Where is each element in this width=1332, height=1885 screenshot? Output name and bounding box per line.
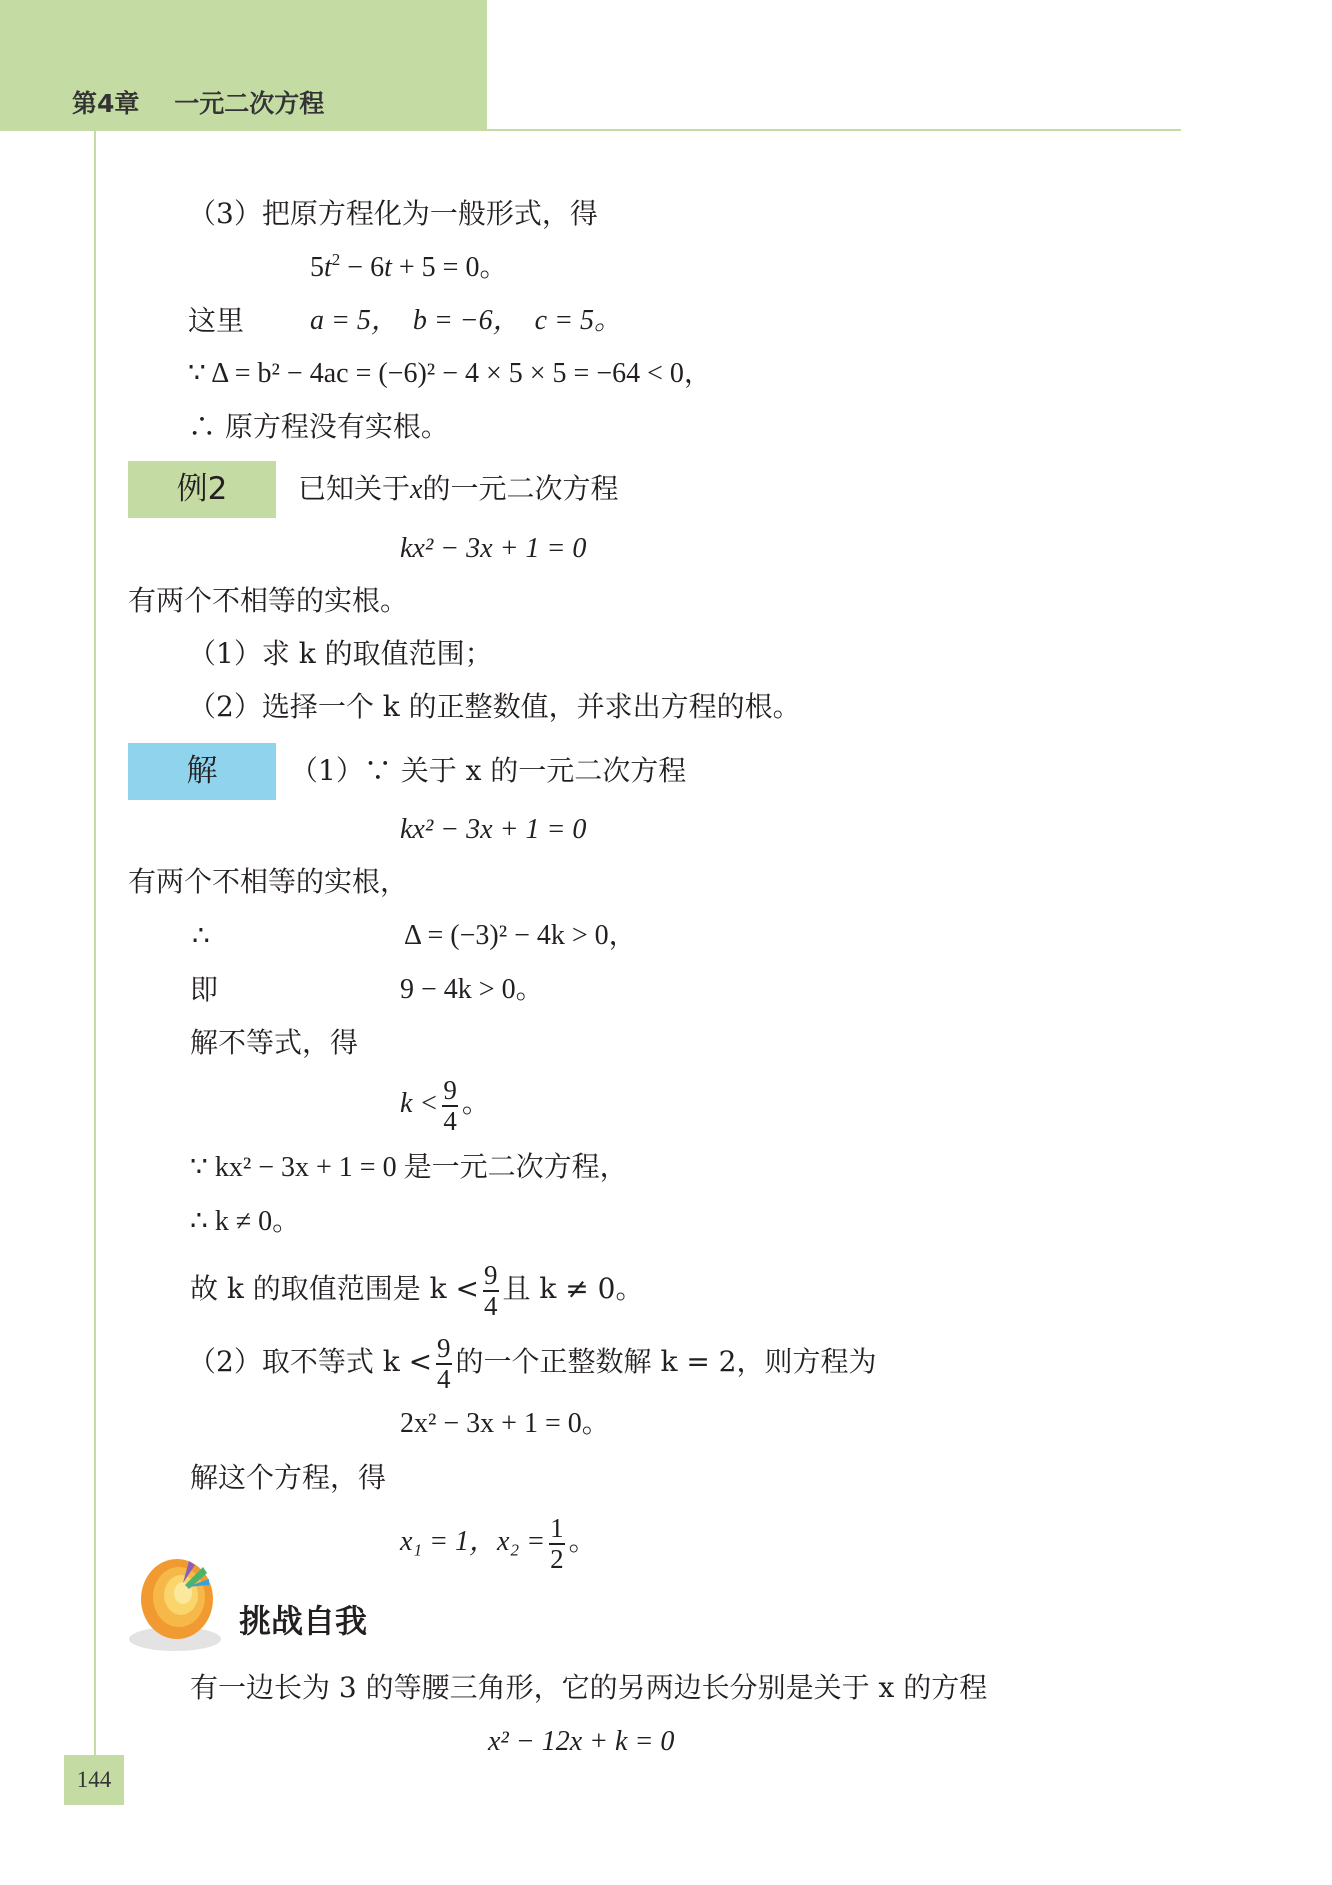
header-rule	[487, 129, 1181, 131]
page-number: 144	[64, 1755, 124, 1805]
part3-here-label: 这里	[188, 304, 245, 337]
solution-continuation: 有两个不相等的实根，	[128, 865, 409, 898]
solve-inequality-label: 解不等式，得	[190, 1026, 359, 1059]
solution-equation: kx² − 3x + 1 = 0	[400, 814, 587, 845]
therefore-symbol: ∴	[192, 919, 210, 952]
k-nonzero: ∴ k ≠ 0。	[190, 1206, 301, 1237]
part2-statement: （2）取不等式 k < $\frac{9}{4}$ 的一个正整数解 k = 2，则方程为	[188, 1332, 877, 1394]
challenge-equation: x² − 12x + k = 0	[488, 1726, 675, 1757]
ji-label: 即	[190, 973, 219, 1006]
part3-equation: $5t^2 - 6t + 5 = 0$。	[310, 250, 508, 283]
part3-intro: （3）把原方程化为一般形式，得	[188, 197, 598, 230]
fraction-9-4: $\frac{9}{4}$	[437, 1332, 451, 1394]
example2-statement: 已知关于x的一元二次方程	[298, 472, 619, 505]
since-line: ∵ kx² − 3x + 1 = 0 是一元二次方程，	[190, 1152, 628, 1183]
challenge-text: 有一边长为 3 的等腰三角形，它的另两边长分别是关于 x 的方程	[190, 1671, 988, 1704]
part3-coefficients: a = 5， b = −6， c = 5。	[310, 305, 623, 336]
example2-question-1: （1）求 k 的取值范围；	[188, 637, 493, 670]
solution-tag: 解	[128, 743, 276, 800]
solve-equation-label: 解这个方程，得	[190, 1461, 387, 1494]
fraction-9-4: $\frac{9}{4}$	[484, 1259, 498, 1321]
k-bound: k < $\frac{9}{4}$ 。	[400, 1074, 490, 1136]
example2-continuation: 有两个不相等的实根。	[128, 584, 409, 617]
part3-conclusion: ∴ 原方程没有实根。	[188, 410, 449, 443]
example2-question-2: （2）选择一个 k 的正整数值，并求出方程的根。	[188, 690, 801, 723]
fraction-9-4: $\frac{9}{4}$	[443, 1074, 457, 1136]
margin-rule	[94, 131, 96, 1756]
k-range: 故 k 的取值范围是 k < $\frac{9}{4}$ 且 k ≠ 0。	[190, 1259, 644, 1321]
example-tag: 例2	[128, 461, 276, 518]
challenge-title: 挑战自我	[239, 1602, 368, 1640]
example2-equation: kx² − 3x + 1 = 0	[400, 533, 587, 564]
roots: x₁ = 1，x₂ = $\frac{1}{2}$ 。	[400, 1512, 597, 1574]
chapter-title: 第4章 一元二次方程	[72, 89, 325, 118]
part3-discriminant: ∵ Δ = b² − 4ac = (−6)² − 4 × 5 × 5 = −64 < 0，	[188, 358, 712, 389]
target-icon	[125, 1555, 235, 1655]
solution-discriminant: Δ = (−3)² − 4k > 0，	[404, 920, 637, 951]
solution-inequality: 9 − 4k > 0。	[400, 974, 544, 1005]
fraction-1-2: $\frac{1}{2}$	[550, 1512, 564, 1574]
part2-equation: 2x² − 3x + 1 = 0。	[400, 1408, 610, 1439]
solution-line-1: （1）∵ 关于 x 的一元二次方程	[290, 754, 687, 787]
